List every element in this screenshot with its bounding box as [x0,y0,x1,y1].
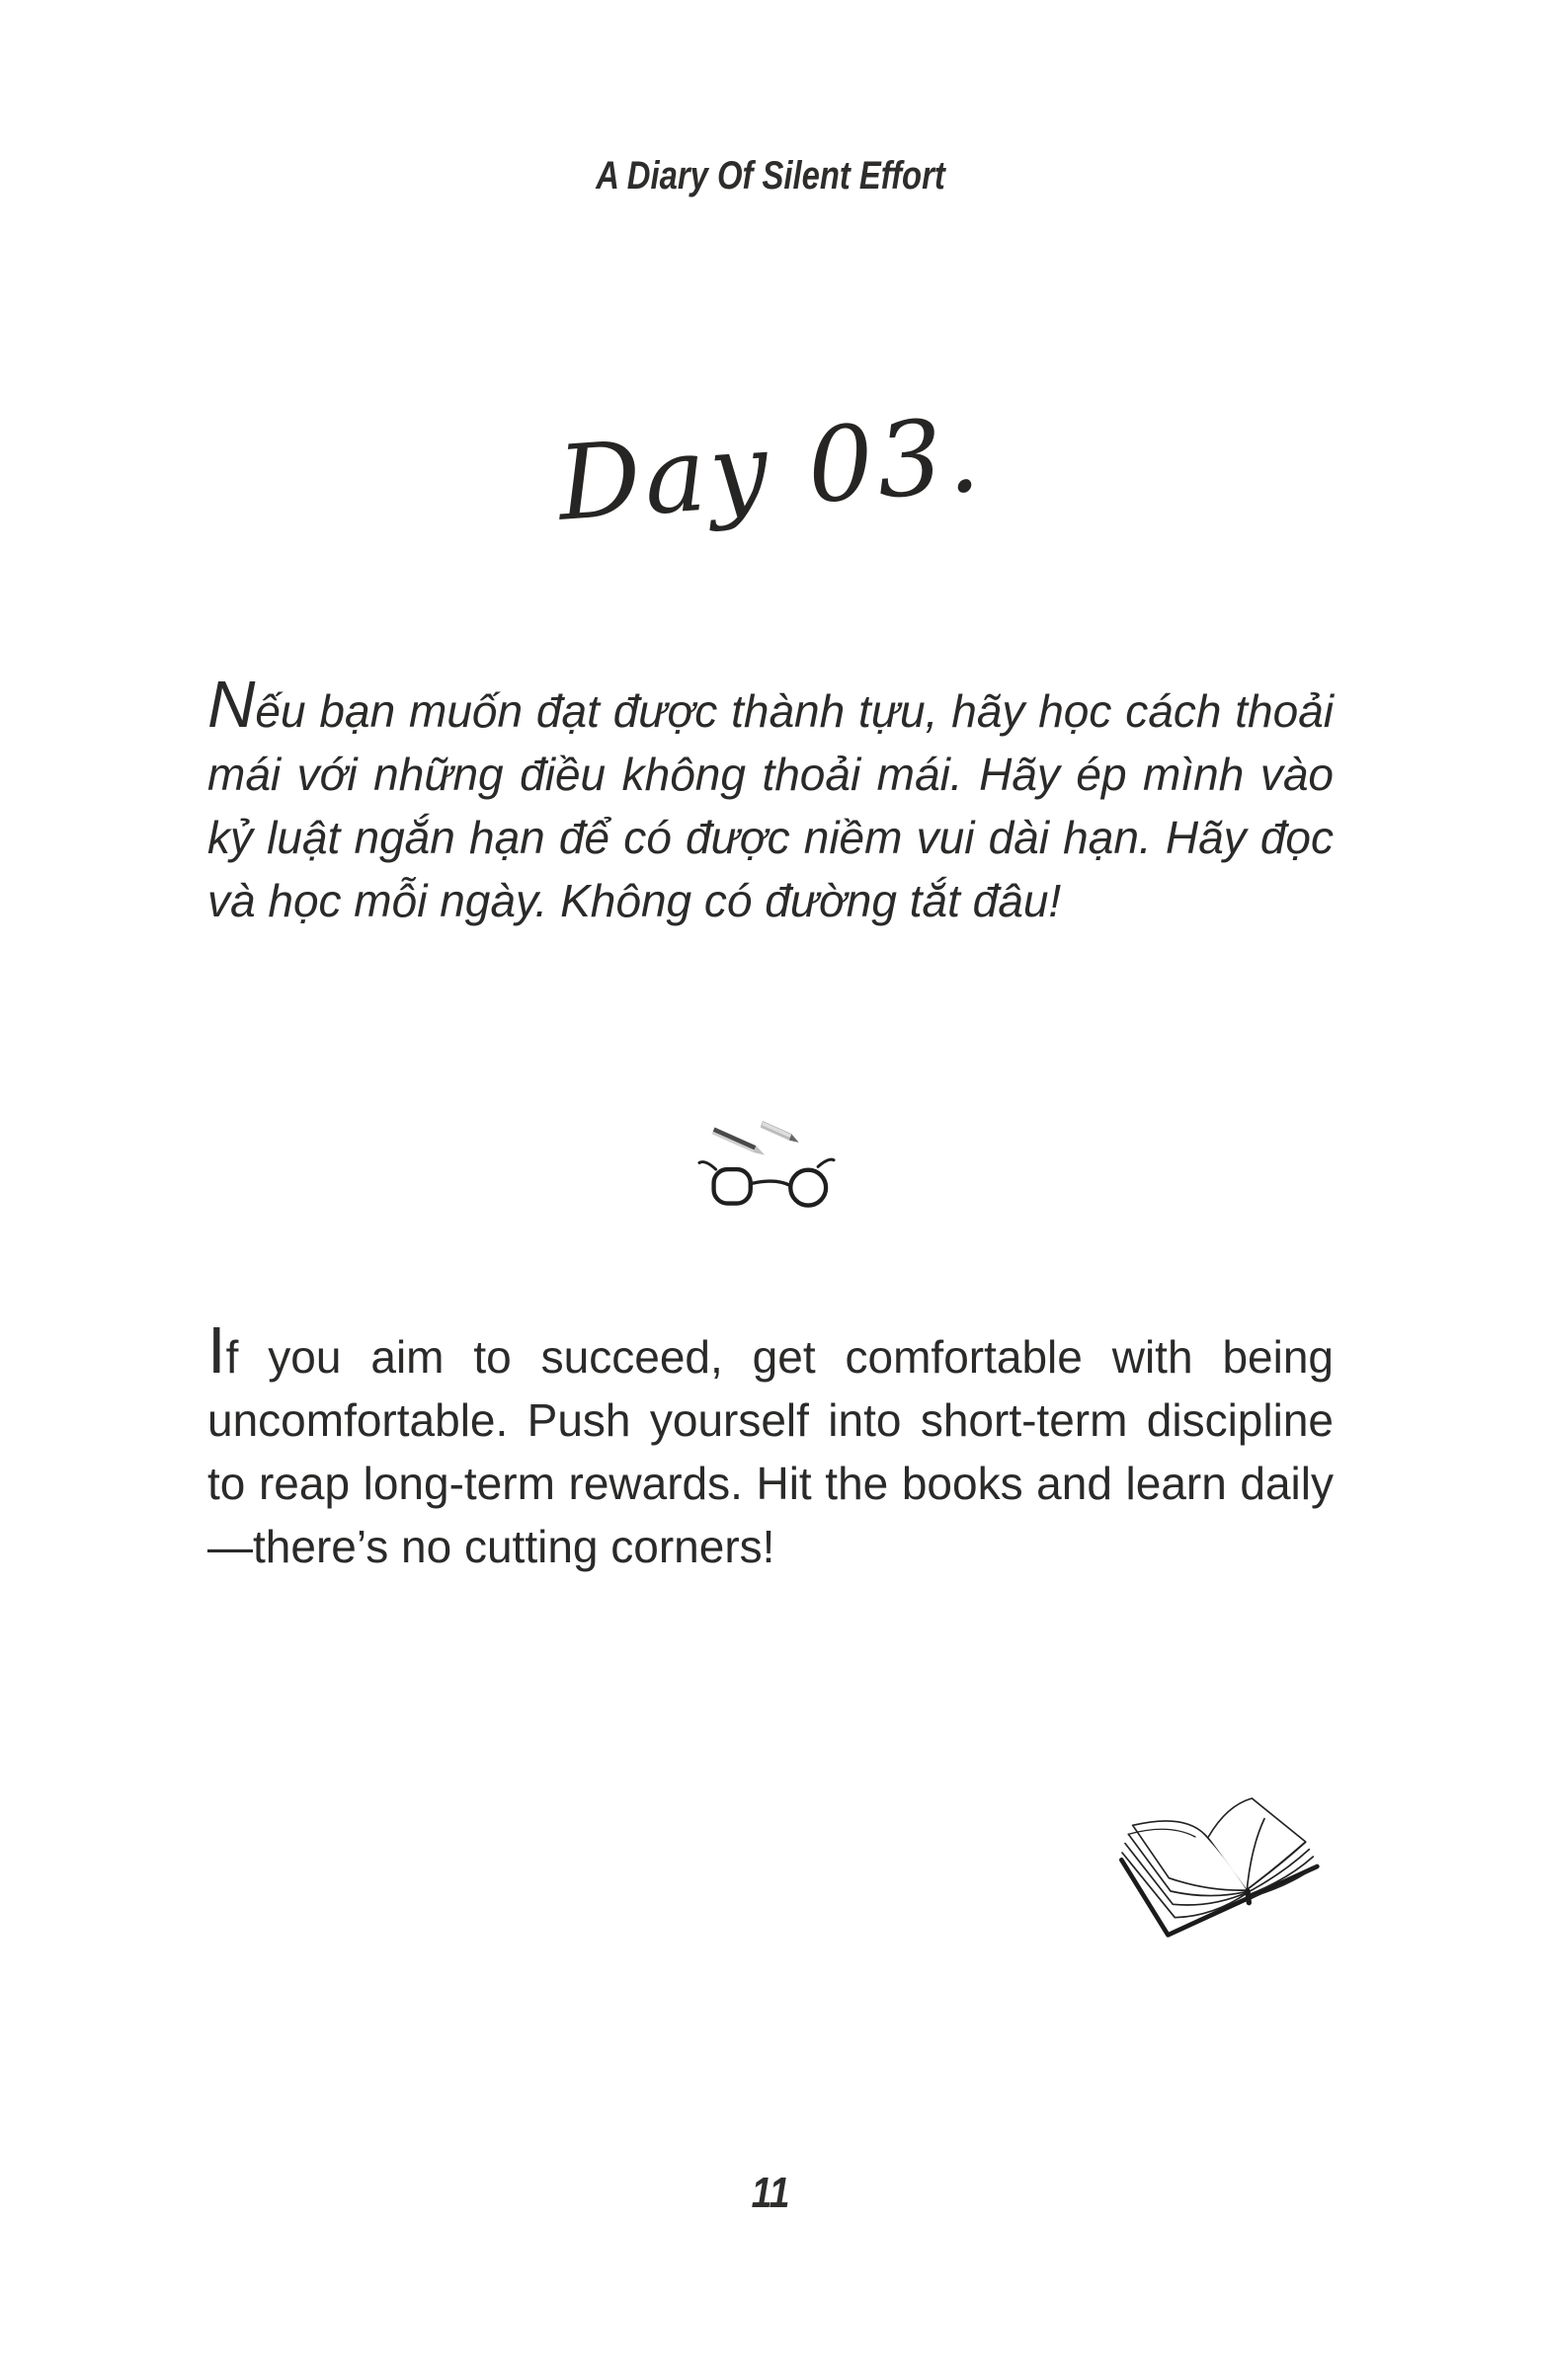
quote-vietnamese-text: ếu bạn muốn đạt được thành tựu, hãy học cách thoải mái với những điều không thoải mái. Hãy ép mình vào kỷ luật ngắn hạn để có được niềm vui dài hạn. Hãy đọc và học mỗi ngày. Không có đường tắt đâu! [207,685,1334,926]
running-header: A Diary Of Silent Effort [596,154,945,198]
quote-english-text: f you aim to succeed, get comfortable with being uncomfortable. Push yourself into short-term discipline to reap long-term rewards. Hit the books and learn daily—there’s no cutting corners! [207,1331,1334,1572]
day-title: Day 03. [553,394,988,544]
quote-english [207,1313,1334,1578]
page-number: 11 [751,2169,790,2217]
english-initial-cap: I [207,1313,226,1388]
glasses-and-pencils-icon [693,1114,848,1244]
quote-vietnamese [207,668,1334,932]
vietnamese-initial-cap: N [207,668,256,742]
open-book-icon [1087,1738,1363,1955]
